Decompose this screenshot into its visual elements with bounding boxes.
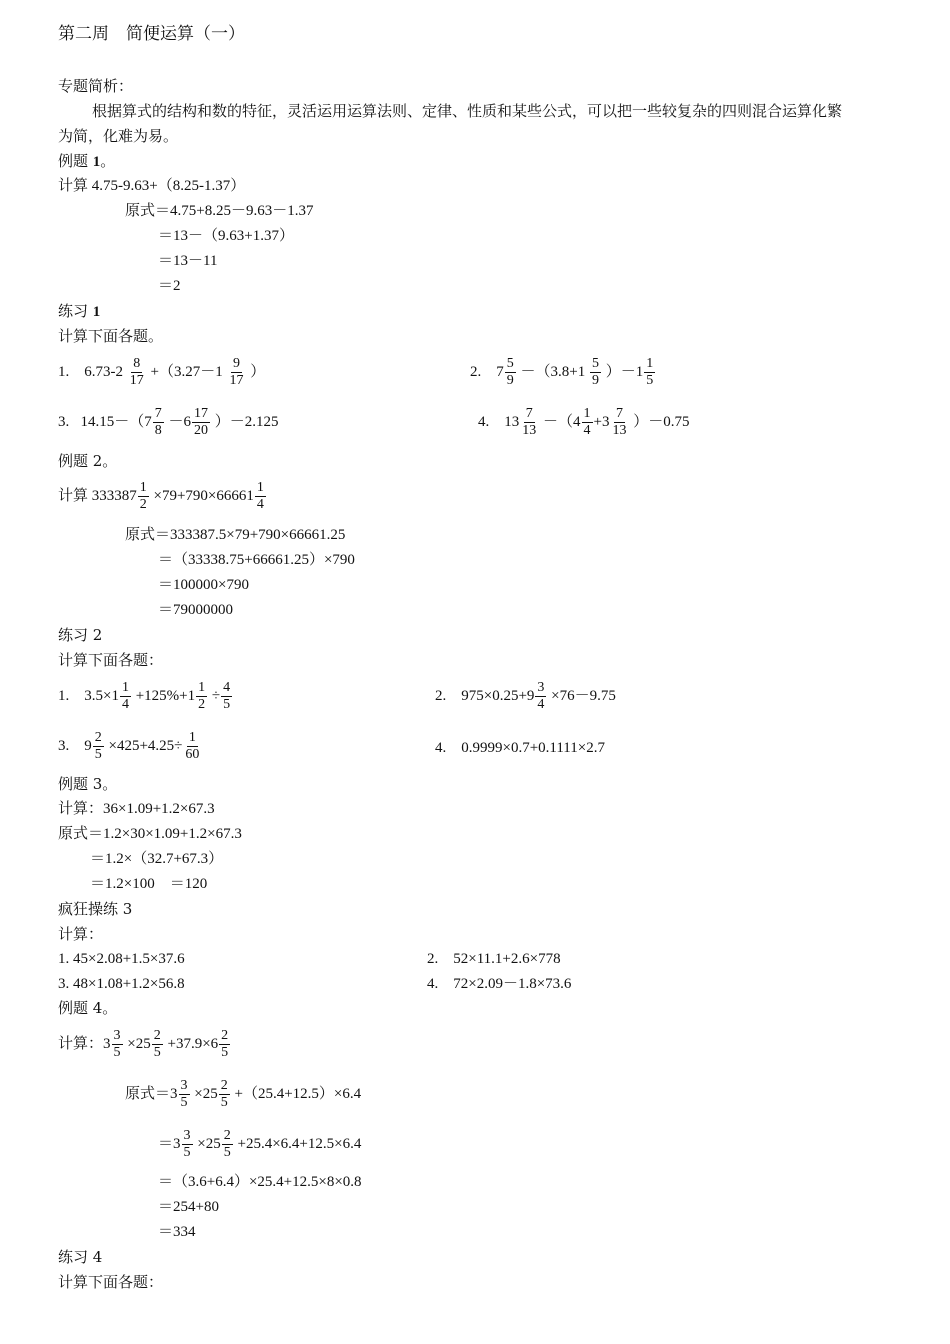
page-title: 第二周 简便运算（一） (58, 24, 245, 44)
practice-3-question-1: 1. 45×2.08+1.5×37.6 (58, 951, 185, 967)
example-4-step-3: ＝（3.6+6.4）×25.4+12.5×8×0.8 (158, 1174, 362, 1190)
fraction: $\frac{1}{5}$ (646, 356, 654, 388)
fraction: $\frac{1}{2}$ (198, 680, 206, 712)
example-2-step-2: ＝（33338.75+66661.25）×790 (158, 552, 355, 568)
practice-4-subheading: 计算下面各题： (58, 1273, 164, 1291)
example-3-step-3: ＝1.2×100 ＝120 (90, 876, 208, 892)
example-3-heading: 例题 3。 (58, 775, 118, 793)
example-1-step-3: ＝13－11 (158, 253, 218, 269)
intro-paragraph-2: 为简，化难为易。 (58, 127, 179, 145)
fraction: $\frac{1}{2}$ (139, 480, 147, 512)
fraction: $\frac{9}{17}$ (229, 356, 244, 388)
fraction: $\frac{2}{5}$ (153, 1028, 161, 1060)
fraction: $\frac{5}{9}$ (591, 356, 599, 388)
fraction: $\frac{1}{4}$ (121, 680, 129, 712)
practice-3-heading: 疯狂操练 3 (58, 900, 133, 918)
practice-2-heading: 练习 2 (58, 626, 103, 644)
example-2-step-1: 原式＝333387.5×79+790×66661.25 (125, 527, 346, 543)
practice-2-question-4: 4. 0.9999×0.7+0.1111×2.7 (435, 740, 605, 756)
example-4-step-2: ＝3 $\frac{3}{5}$ ×25 $\frac{2}{5}$ +25.4×6.4+12.5×6.4 (158, 1128, 362, 1160)
example-4-problem: 计算：3 $\frac{3}{5}$ ×25 $\frac{2}{5}$ +37.9×6 $\frac{2}{5}$ (58, 1028, 229, 1060)
fraction: $\frac{1}{4}$ (256, 480, 264, 512)
example-4-step-1: 原式＝3 $\frac{3}{5}$ ×25 $\frac{2}{5}$ +（25.4+12.5）×6.4 (125, 1078, 362, 1110)
example-1-step-4: ＝2 (158, 278, 181, 294)
example-1-heading: 例题 1。 (58, 152, 116, 170)
practice-1-subheading: 计算下面各题。 (58, 327, 164, 345)
example-1-step-1: 原式＝4.75+8.25－9.63－1.37 (125, 203, 314, 219)
fraction: $\frac{1}{4}$ (583, 406, 591, 438)
practice-2-question-1: 1. 3.5×1 $\frac{1}{4}$ +125%+1 $\frac{1}{2}$ ÷ $\frac{4}{5}$ (58, 680, 231, 712)
fraction: $\frac{7}{13}$ (522, 406, 537, 438)
fraction: $\frac{2}{5}$ (220, 1078, 228, 1110)
intro-heading: 专题简析： (58, 77, 134, 95)
fraction: $\frac{5}{9}$ (506, 356, 514, 388)
example-4-step-5: ＝334 (158, 1224, 196, 1240)
practice-1-question-4: 4. 13 $\frac{7}{13}$ －（4 $\frac{1}{4}$ +3 $\frac{7}{13}$ ）－0.75 (478, 406, 690, 438)
practice-3-question-2: 2. 52×11.1+2.6×778 (427, 951, 561, 967)
example-2-heading: 例题 2。 (58, 452, 118, 470)
fraction: $\frac{3}{5}$ (183, 1128, 191, 1160)
fraction: $\frac{17}{20}$ (194, 406, 209, 438)
intro-paragraph-1: 根据算式的结构和数的特征，灵活运用运算法则、定律、性质和某些公式，可以把一些较复杂的四则混合运算化繁 (92, 102, 843, 120)
fraction: $\frac{7}{13}$ (612, 406, 627, 438)
practice-2-subheading: 计算下面各题： (58, 651, 164, 669)
example-2-step-4: ＝79000000 (158, 602, 234, 618)
example-2-problem: 计算 333387 $\frac{1}{2}$ ×79+790×66661 $\frac{1}{4}$ (58, 480, 264, 512)
fraction: $\frac{2}{5}$ (223, 1128, 231, 1160)
fraction: $\frac{2}{5}$ (94, 730, 102, 762)
fraction: $\frac{8}{17}$ (129, 356, 144, 388)
fraction: $\frac{2}{5}$ (221, 1028, 229, 1060)
practice-1-question-3: 3. 14.15－（7 $\frac{7}{8}$ －6 $\frac{17}{20}$ ）－2.125 (58, 406, 279, 438)
example-1-problem: 计算 4.75-9.63+（8.25-1.37） (58, 178, 246, 194)
practice-2-question-3: 3. 9 $\frac{2}{5}$ ×425+4.25÷ $\frac{1}{60}$ (58, 730, 200, 762)
fraction: $\frac{4}{5}$ (223, 680, 231, 712)
fraction: $\frac{1}{60}$ (185, 730, 200, 762)
example-2-step-3: ＝100000×790 (158, 577, 249, 593)
practice-2-question-2: 2. 975×0.25+9 $\frac{3}{4}$ ×76－9.75 (435, 680, 616, 712)
practice-3-question-4: 4. 72×2.09－1.8×73.6 (427, 976, 572, 992)
practice-1-heading: 练习 1 (58, 302, 101, 320)
example-3-problem: 计算：36×1.09+1.2×67.3 (58, 801, 215, 817)
fraction: $\frac{3}{5}$ (180, 1078, 188, 1110)
fraction: $\frac{3}{5}$ (113, 1028, 121, 1060)
example-3-step-1: 原式＝1.2×30×1.09+1.2×67.3 (58, 826, 242, 842)
practice-4-heading: 练习 4 (58, 1248, 103, 1266)
fraction: $\frac{7}{8}$ (154, 406, 162, 438)
fraction: $\frac{3}{4}$ (537, 680, 545, 712)
practice-1-question-1: 1. 6.73-2 $\frac{8}{17}$ +（3.27－1 $\frac{9}{17}$ ） (58, 356, 266, 388)
example-4-step-4: ＝254+80 (158, 1199, 219, 1215)
practice-3-question-3: 3. 48×1.08+1.2×56.8 (58, 976, 185, 992)
example-3-step-2: ＝1.2×（32.7+67.3） (90, 851, 224, 867)
example-4-heading: 例题 4。 (58, 999, 118, 1017)
practice-1-question-2: 2. 7 $\frac{5}{9}$ －（3.8+1 $\frac{5}{9}$ ）－1 $\frac{1}{5}$ (470, 356, 654, 388)
example-1-step-2: ＝13－（9.63+1.37） (158, 228, 294, 244)
practice-3-subheading: 计算： (58, 925, 104, 943)
